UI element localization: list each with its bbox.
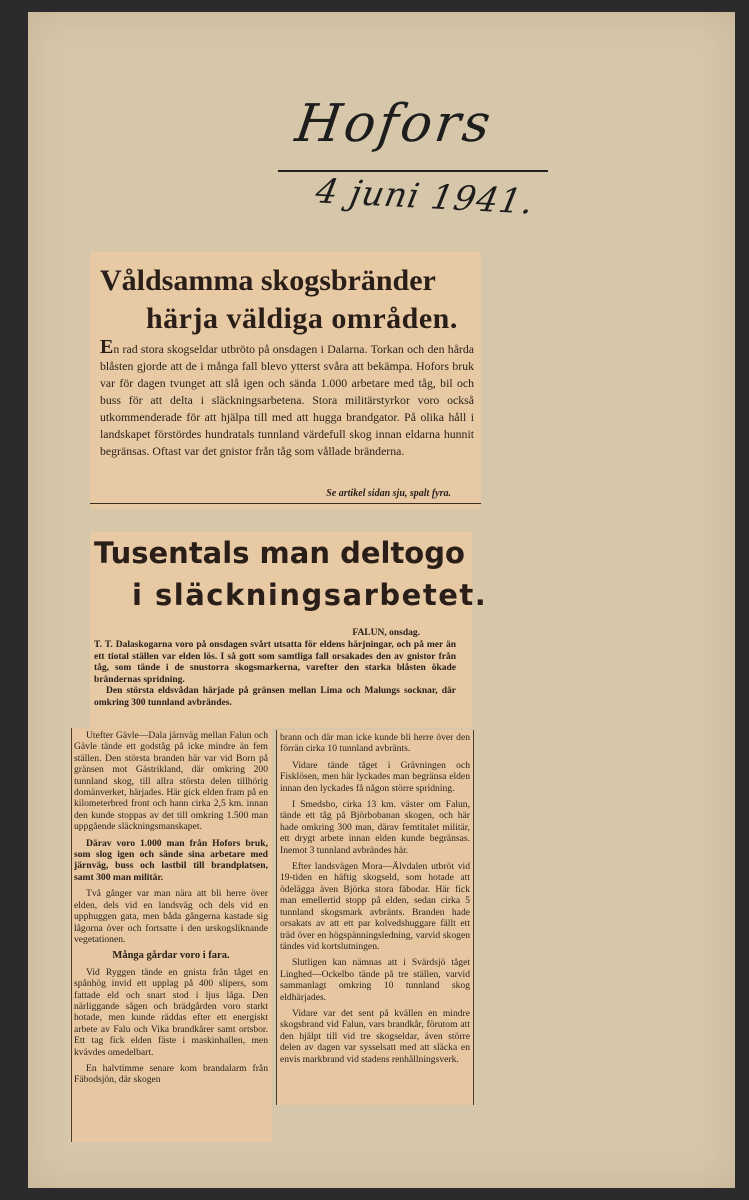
clipping1-headline-line1: Våldsamma skogsbränder: [100, 264, 436, 297]
article-column-right: [276, 730, 474, 1105]
column-divider-rule: [276, 730, 277, 1105]
clipping2-intro: [94, 640, 456, 710]
column-right-text: [280, 732, 470, 1070]
clipping1-bottom-rule: [90, 503, 481, 504]
clipping2-headline-line2: i släckningsarbetet.: [132, 578, 488, 612]
clipping1-lead-text: [100, 336, 474, 460]
clipping2-intro-paragraph-2: Den största eldsvådan härjade på gränsen mellan Lima och Malungs socknar, där omkring 300 tunnland avbrändes.: [94, 686, 456, 708]
column-right-paragraph: Vidare var det sent på kvällen en mindre skogsbrand vid Falun, vars brandkår, förutom att den hjälpt till vid tre skogseldar, även större delen av dagen var sysselsatt med att släcka en envis markbrand vid stadens renhållningsverk.: [280, 1007, 470, 1065]
clipping1-lead-body: n rad stora skogseldar utbröto på onsdagen i Dalarna. Torkan och den hårda blåsten gjorde att de i många fall blevo ytterst svåra att bekämpa. Hofors bruk var för dagen tvunget att slå igen och sända 1.000 arbetare med tåg, bil och buss för att delta i släckningsarbetena. Stora militärstyrkor voro också utkommenderade för att hjälpa till med att hugga brandgator. På olika håll i landskapet förstördes hundratals tunnland värdefull skog innan eldarna hunnit begränsas. Oftast var det gnistor från tåg som vållade bränderna.: [100, 342, 474, 458]
clipping2-intro-paragraph-1: T. T. Dalaskogarna voro på onsdagen svårt utsatta för eldens härjningar, och på mer än ett tiotal ställen var elden lös. I så gott som samtliga fall orsakades den av gnistor från tåg, som tände i de snustorra skogsmarkerna, varefter den starka blåsten ökade brändernas spridning.: [94, 640, 456, 685]
column-left-paragraph: En halvtimme senare kom brandalarm från Fäbodsjön, där skogen: [74, 1062, 268, 1086]
column-right-paragraph: Efter landsvägen Mora—Älvdalen utbröt vid 19-tiden en häftig skogseld, som hotade att ödelägga även Björka stora fäbodar. Här fick man emellertid stopp på elden, sedan cirka 5 tunnland skogsmark avbränts. Branden hade orsakats av att ett par kolvedshuggare fällt ett träd över en högspänningsledning, varvid skogen tändes vid kortslutningen.: [280, 861, 470, 952]
article-column-left: [70, 728, 272, 1142]
archive-sheet: [28, 12, 735, 1188]
column-left-subhead: Många gårdar voro i fara.: [112, 950, 230, 962]
column-left-text: [74, 730, 268, 1091]
clipping1-dropcap: E: [100, 336, 114, 358]
handwritten-place: Hofors: [291, 94, 497, 154]
column-left-paragraph: Utefter Gävle—Dala järnväg mellan Falun och Gävle tände ett godståg på icke mindre än fem ställen. Den största branden här var vid Born på gränsen mot Gästrikland, där omkring 200 tunnland skog, till allra största delen tillhörig domänverket, härjades. Här gick elden fram på en kilometerbred front och hann cirka 2,5 km. innan den kunde stoppas av det till omkring 1.500 man uppgående släckningsmanskapet.: [74, 730, 268, 833]
handwritten-date: 4 juni 1941.: [312, 171, 538, 223]
clipping-headline-story: [90, 252, 481, 509]
clipping1-reference: Se artikel sidan sju, spalt fyra.: [326, 488, 451, 499]
column-right-paragraph: Vidare tände tåget i Grävningen och Fisklösen, men här lyckades man begränsa elden innan den lyckades få någon större spridning.: [280, 759, 470, 794]
column-left-paragraph: Därav voro 1.000 man från Hofors bruk, som slog igen och sände sina arbetare med järnväg, buss och lastbil till brandplatsen, samt 300 man militär.: [74, 837, 268, 883]
column-right-paragraph: I Smedsbo, cirka 13 km. väster om Falun, tände ett tåg på Björbobanan skogen, och här hade omkring 300 man, därav femtitalet militär, ett drygt arbete innan elden kunde begränsas. Inemot 3 tunnland avbrändes här.: [280, 799, 470, 856]
column-left-rule: [71, 728, 72, 1142]
clipping1-headline-line2: härja väldiga områden.: [146, 302, 458, 335]
column-right-paragraph: brann och där man icke kunde bli herre över den förrän cirka 10 tunnland avbränts.: [280, 732, 470, 755]
clipping2-headline-line1: Tusentals man deltogo: [94, 536, 465, 570]
column-right-rule: [473, 730, 474, 1105]
column-right-paragraph: Slutligen kan nämnas att i Svärdsjö tåget Linghed—Ockelbo tände på tre ställen, varvid sammanlagt omkring 10 tunnland skog eldhärjades.: [280, 957, 470, 1003]
handwritten-underline: [278, 170, 548, 172]
clipping-article-header: [90, 532, 488, 728]
column-left-paragraph: Vid Ryggen tände en gnista från tåget en spånhög invid ett upplag på 400 slipers, som fattade eld och snart stod i ljus låga. Den närliggande sågen och brädgården voro starkt hotade, men kunde räddas efter ett energiskt arbete av Falu och Vika brandkårer samt ortsbor. Ett tag fick elden fäste i maskinhallen, men kvävdes omedelbart.: [74, 966, 268, 1058]
clipping2-dateline: FALUN, onsdag.: [352, 628, 420, 638]
column-left-paragraph: Två gånger var man nära att bli herre över elden, dels vid en landsväg och dels vid en upphuggen gata, men båda gångerna kastade sig lågorna över och fortsatte i den urskogsliknande vegetationen.: [74, 888, 268, 945]
